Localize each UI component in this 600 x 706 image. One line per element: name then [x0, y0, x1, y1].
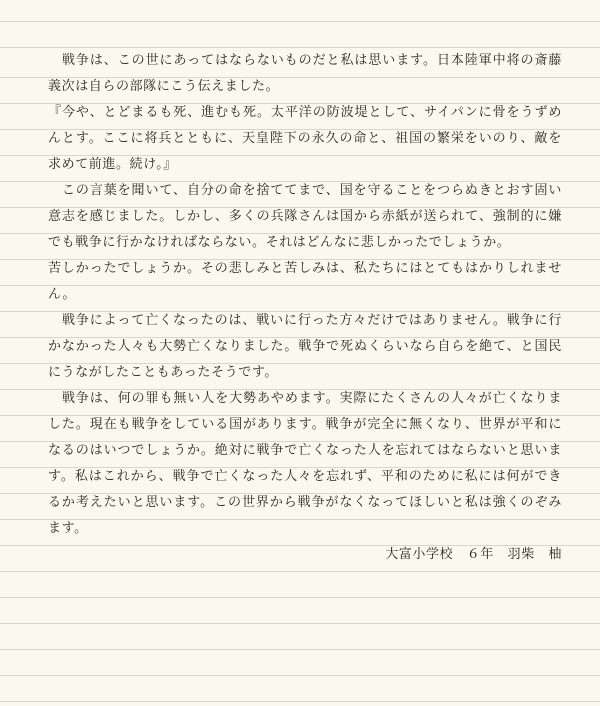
essay-paragraph-6: 戦争は、何の罪も無い人を大勢あやめます。実際にたくさんの人々が亡くなりました。現在も戦争をしている国があります。戦争が完全に無くなり、世界が平和になるのはいつでしょうか。絶対に戦争で亡くなった人を忘れてはならないと思います。私はこれから、戦争で亡くなった人々を忘れず、平和のために私には何ができるか考えたいと思います。この世界から戦争がなくなってほしいと私は強くのぞみます。	[48, 391, 562, 536]
essay-paragraph-4: 苦しかったでしょうか。その悲しみと苦しみは、私たちにはとてもはかりしれません。	[48, 261, 562, 302]
essay-paragraph-2-quote: 『今や、とどまるも死、進むも死。太平洋の防波堤として、サイパンに骨をうずめんとす。ここに将兵とともに、天皇陛下の永久の命と、祖国の繁栄をいのり、敵を求めて前進。続け。』	[48, 105, 562, 172]
author-byline: 大富小学校 ６年 羽柴 柚	[385, 547, 562, 562]
essay-paragraph-5: 戦争によって亡くなったのは、戦いに行った方々だけではありません。戦争に行かなかった人々も大勢亡くなりました。戦争で死ぬくらいなら自らを絶て、と国民にうながしたこともあったそうです。	[48, 313, 562, 380]
essay-body	[48, 48, 562, 568]
essay-paragraph-3: この言葉を聞いて、自分の命を捨ててまで、国を守ることをつらぬきとおす固い意志を感じました。しかし、多くの兵隊さんは国から赤紙が送られて、強制的に嫌でも戦争に行かなければならない。それはどんなに悲しかったでしょうか。	[48, 183, 562, 250]
essay-paragraph-1: 戦争は、この世にあってはならないものだと私は思います。日本陸軍中将の斎藤義次は自らの部隊にこう伝えました。	[48, 53, 562, 94]
